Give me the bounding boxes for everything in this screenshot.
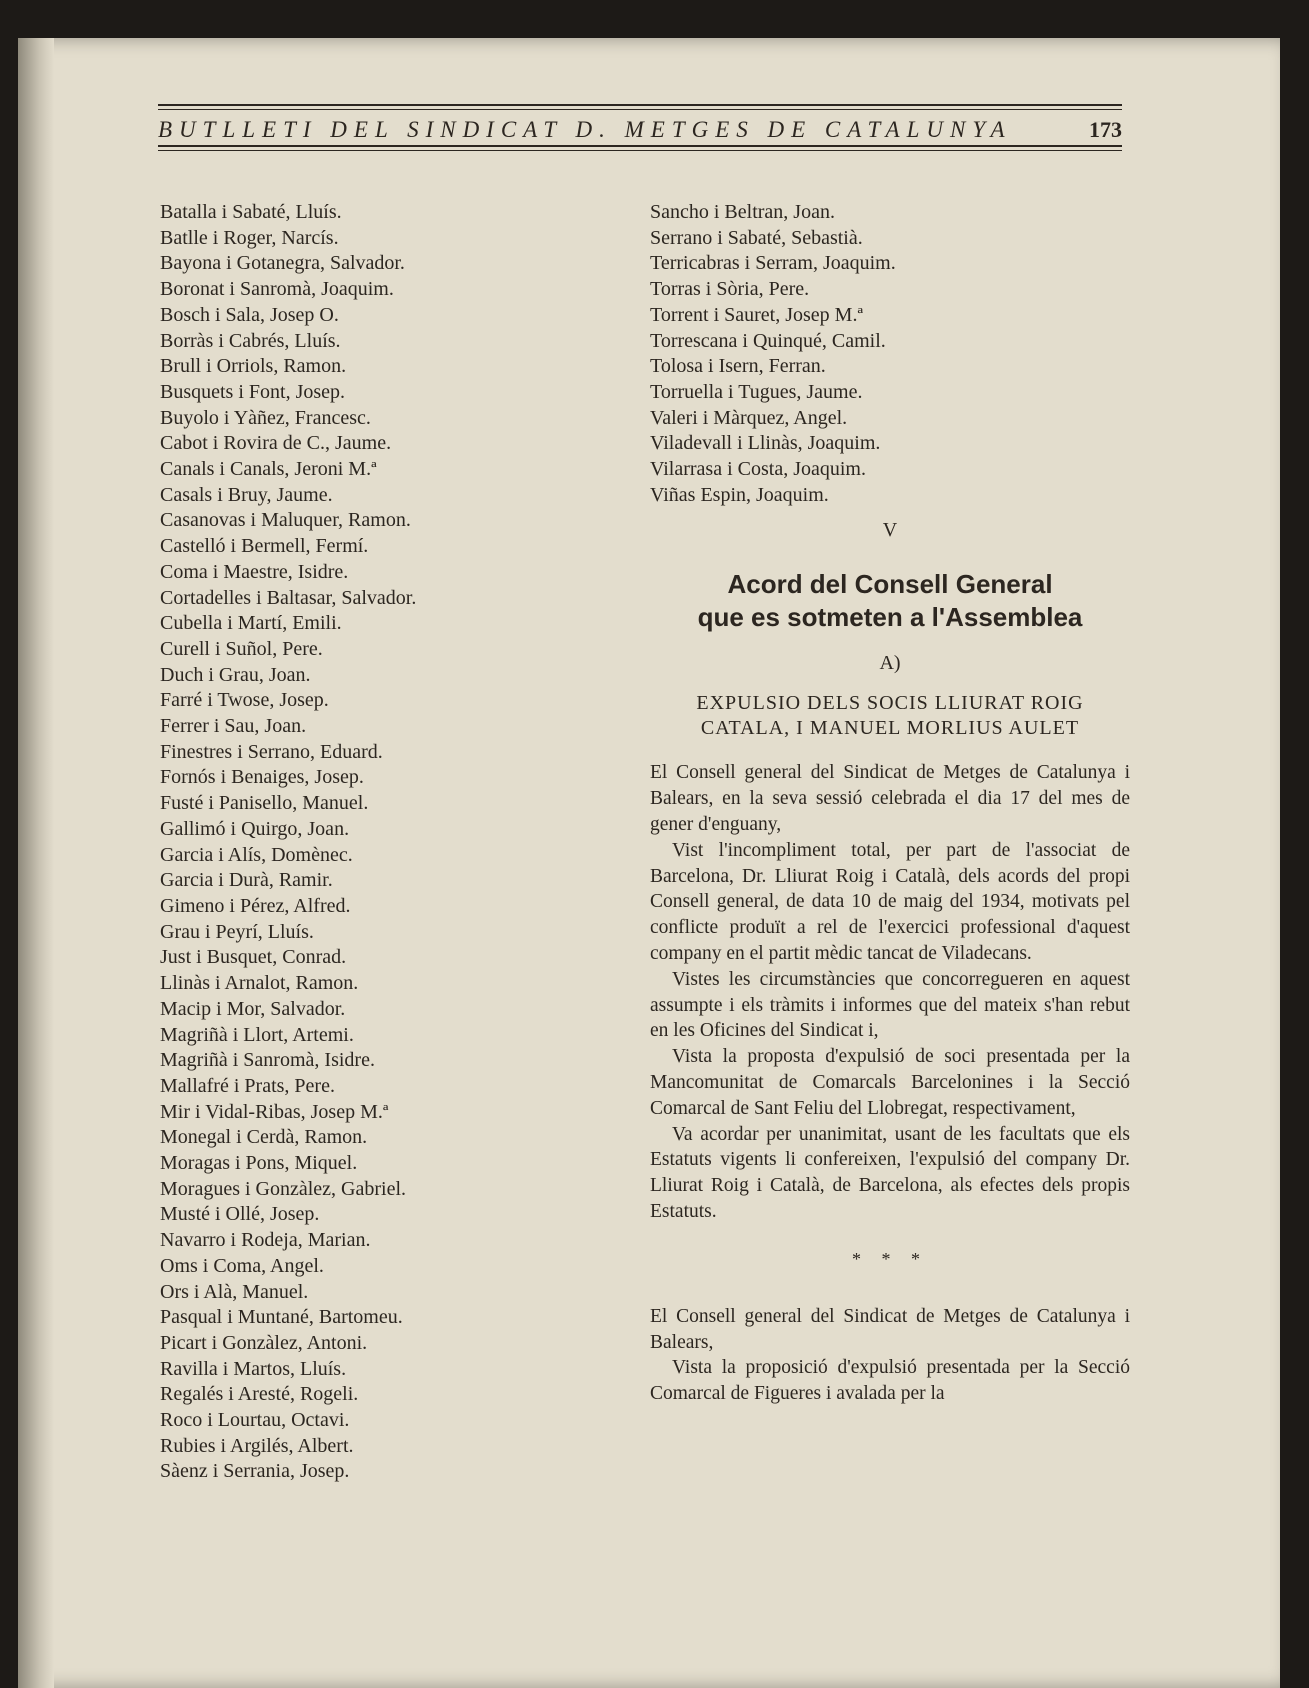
member-name: Casanovas i Maluquer, Ramon.: [160, 509, 411, 532]
header-bottom-rule-thin: [158, 150, 1122, 151]
member-name: Viñas Espin, Joaquim.: [650, 483, 829, 506]
member-name: Ferrer i Sau, Joan.: [160, 715, 307, 738]
member-name: Coma i Maestre, Isidre.: [160, 560, 349, 583]
section-title: [650, 568, 1130, 634]
member-name: Grau i Peyrí, Lluís.: [160, 920, 314, 943]
member-name: Ors i Alà, Manuel.: [160, 1280, 309, 1303]
member-name: Borràs i Cabrés, Lluís.: [160, 329, 341, 352]
subsection-marker: A): [879, 652, 901, 675]
member-name: Torras i Sòria, Pere.: [650, 278, 810, 301]
member-name: Castelló i Bermell, Fermí.: [160, 535, 369, 558]
member-name: Mallafré i Prats, Pere.: [160, 1074, 335, 1097]
member-name: Ravilla i Martos, Lluís.: [160, 1357, 347, 1380]
member-name: Monegal i Cerdà, Ramon.: [160, 1126, 368, 1149]
member-name: Navarro i Rodeja, Marian.: [160, 1229, 371, 1252]
paragraph: Vist l'incompliment total, per part de l'associat de Barcelona, Dr. Lliurat Roig i Català, dels acords del propi Consell general, de data 10 de maig del 1934, motivats pel conflicte produït a rel de l'exercici professional d'aquest company en el partit mèdic tancat de Viladecans.: [650, 839, 1130, 965]
member-name: Sancho i Beltran, Joan.: [650, 201, 835, 223]
member-name: Roco i Lourtau, Octavi.: [160, 1409, 350, 1432]
member-name: Picart i Gonzàlez, Antoni.: [160, 1331, 368, 1354]
member-name: Torrescana i Quinqué, Camil.: [650, 329, 886, 352]
member-name: Finestres i Serrano, Eduard.: [160, 740, 383, 763]
member-name: Oms i Coma, Angel.: [160, 1254, 324, 1277]
member-name: Macip i Mor, Salvador.: [160, 997, 346, 1020]
paragraph: El Consell general del Sindicat de Metges de Catalunya i Balears,: [650, 1305, 1130, 1353]
member-name: Llinàs i Arnalot, Ramon.: [160, 972, 359, 995]
member-name: Torruella i Tugues, Jaume.: [650, 380, 863, 403]
left-column: [160, 200, 500, 1485]
section-separator: * * *: [852, 1248, 928, 1269]
member-name: Brull i Orriols, Ramon.: [160, 355, 347, 378]
member-name: Boronat i Sanromà, Joaquim.: [160, 278, 394, 301]
header-top-rule: [158, 104, 1122, 106]
magazine-page: [18, 38, 1280, 1688]
member-name: Pasqual i Muntané, Bartomeu.: [160, 1306, 403, 1329]
member-name: Musté i Ollé, Josep.: [160, 1203, 320, 1226]
paragraph: El Consell general del Sindicat de Metges de Catalunya i Balears, en la seva sessió celebrada el dia 17 del mes de gener d'enguany,: [650, 762, 1130, 836]
subsection-title: [650, 691, 1130, 741]
section-title-line-1: Acord del Consell General: [727, 569, 1053, 600]
member-list-right: [650, 200, 1130, 508]
member-name: Casals i Bruy, Jaume.: [160, 483, 333, 506]
member-name: Bayona i Gotanegra, Salvador.: [160, 252, 405, 275]
member-name: Canals i Canals, Jeroni M.ª: [160, 458, 377, 481]
paragraph: Vista la proposició d'expulsió presentada per la Secció Comarcal de Figueres i avalada per la: [650, 1357, 1130, 1405]
member-name: Batalla i Sabaté, Lluís.: [160, 201, 342, 223]
member-name: Torrent i Sauret, Josep M.ª: [650, 303, 863, 326]
member-name: Bosch i Sala, Josep O.: [160, 303, 339, 326]
subsection-title-line-1: EXPULSIO DELS SOCIS LLIURAT ROIG: [696, 692, 1084, 715]
member-name: Moragas i Pons, Miquel.: [160, 1152, 358, 1175]
member-name: Buyolo i Yàñez, Francesc.: [160, 406, 371, 429]
right-column: [650, 200, 1130, 1407]
member-list-left: [160, 200, 500, 1485]
member-name: Garcia i Durà, Ramir.: [160, 869, 333, 892]
resolution-a-text: [650, 760, 1130, 1224]
member-name: Serrano i Sabaté, Sebastià.: [650, 226, 863, 249]
member-name: Sàenz i Serrania, Josep.: [160, 1460, 350, 1483]
member-name: Just i Busquet, Conrad.: [160, 946, 347, 969]
member-name: Garcia i Alís, Domènec.: [160, 843, 353, 866]
member-name: Magriñà i Llort, Artemi.: [160, 1023, 354, 1046]
member-name: Fusté i Panisello, Manuel.: [160, 792, 369, 815]
subsection-title-line-2: CATALA, I MANUEL MORLIUS AULET: [700, 717, 1080, 740]
member-name: Viladevall i Llinàs, Joaquim.: [650, 432, 881, 455]
member-name: Curell i Suñol, Pere.: [160, 637, 323, 660]
paragraph: Vista la proposta d'expulsió de soci presentada per la Mancomunitat de Comarcals Barcelonines i la Secció Comarcal de Sant Feliu del Llobregat, respectivament,: [650, 1046, 1130, 1119]
resolution-b-text: [650, 1304, 1130, 1407]
member-name: Tolosa i Isern, Ferran.: [650, 355, 826, 378]
paragraph: Va acordar per unanimitat, usant de les facultats que els Estatuts vigents li confereixen, l'expulsió del company Dr. Lliurat Roig i Català, de Barcelona, als efectes dels propis Estatuts.: [650, 1123, 1130, 1222]
page-number: 173: [1089, 117, 1122, 142]
running-title: BUTLLETI DEL SINDICAT D. METGES DE CATALUNYA: [158, 117, 1012, 142]
member-name: Terricabras i Serram, Joaquim.: [650, 252, 896, 275]
book-spine: [18, 38, 54, 1688]
member-name: Rubies i Argilés, Albert.: [160, 1434, 354, 1457]
member-name: Farré i Twose, Josep.: [160, 689, 329, 712]
member-name: Busquets i Font, Josep.: [160, 380, 346, 403]
member-name: Cortadelles i Baltasar, Salvador.: [160, 586, 417, 609]
member-name: Mir i Vidal-Ribas, Josep M.ª: [160, 1100, 389, 1123]
member-name: Fornós i Benaiges, Josep.: [160, 766, 364, 789]
section-title-line-2: que es sotmeten a l'Assemblea: [697, 602, 1083, 633]
member-name: Vilarrasa i Costa, Joaquim.: [650, 458, 866, 481]
member-name: Valeri i Màrquez, Angel.: [650, 406, 848, 429]
member-name: Cubella i Martí, Emili.: [160, 612, 342, 635]
section-number: V: [882, 519, 898, 542]
member-name: Cabot i Rovira de C., Jaume.: [160, 432, 392, 455]
member-name: Moragues i Gonzàlez, Gabriel.: [160, 1177, 407, 1200]
member-name: Magriñà i Sanromà, Isidre.: [160, 1049, 375, 1072]
header-row: [158, 110, 1122, 145]
paragraph: Vistes les circumstàncies que concorregueren en aquest assumpte i els tràmits i informes que del mateix s'han rebut en les Oficines del Sindicat i,: [650, 968, 1130, 1042]
member-name: Regalés i Aresté, Rogeli.: [160, 1383, 359, 1406]
member-name: Gimeno i Pérez, Alfred.: [160, 894, 351, 917]
member-name: Duch i Grau, Joan.: [160, 663, 311, 686]
header-bottom-rule: [158, 145, 1122, 147]
page-header: [158, 104, 1122, 151]
member-name: Batlle i Roger, Narcís.: [160, 226, 339, 249]
member-name: Gallimó i Quirgo, Joan.: [160, 817, 350, 840]
